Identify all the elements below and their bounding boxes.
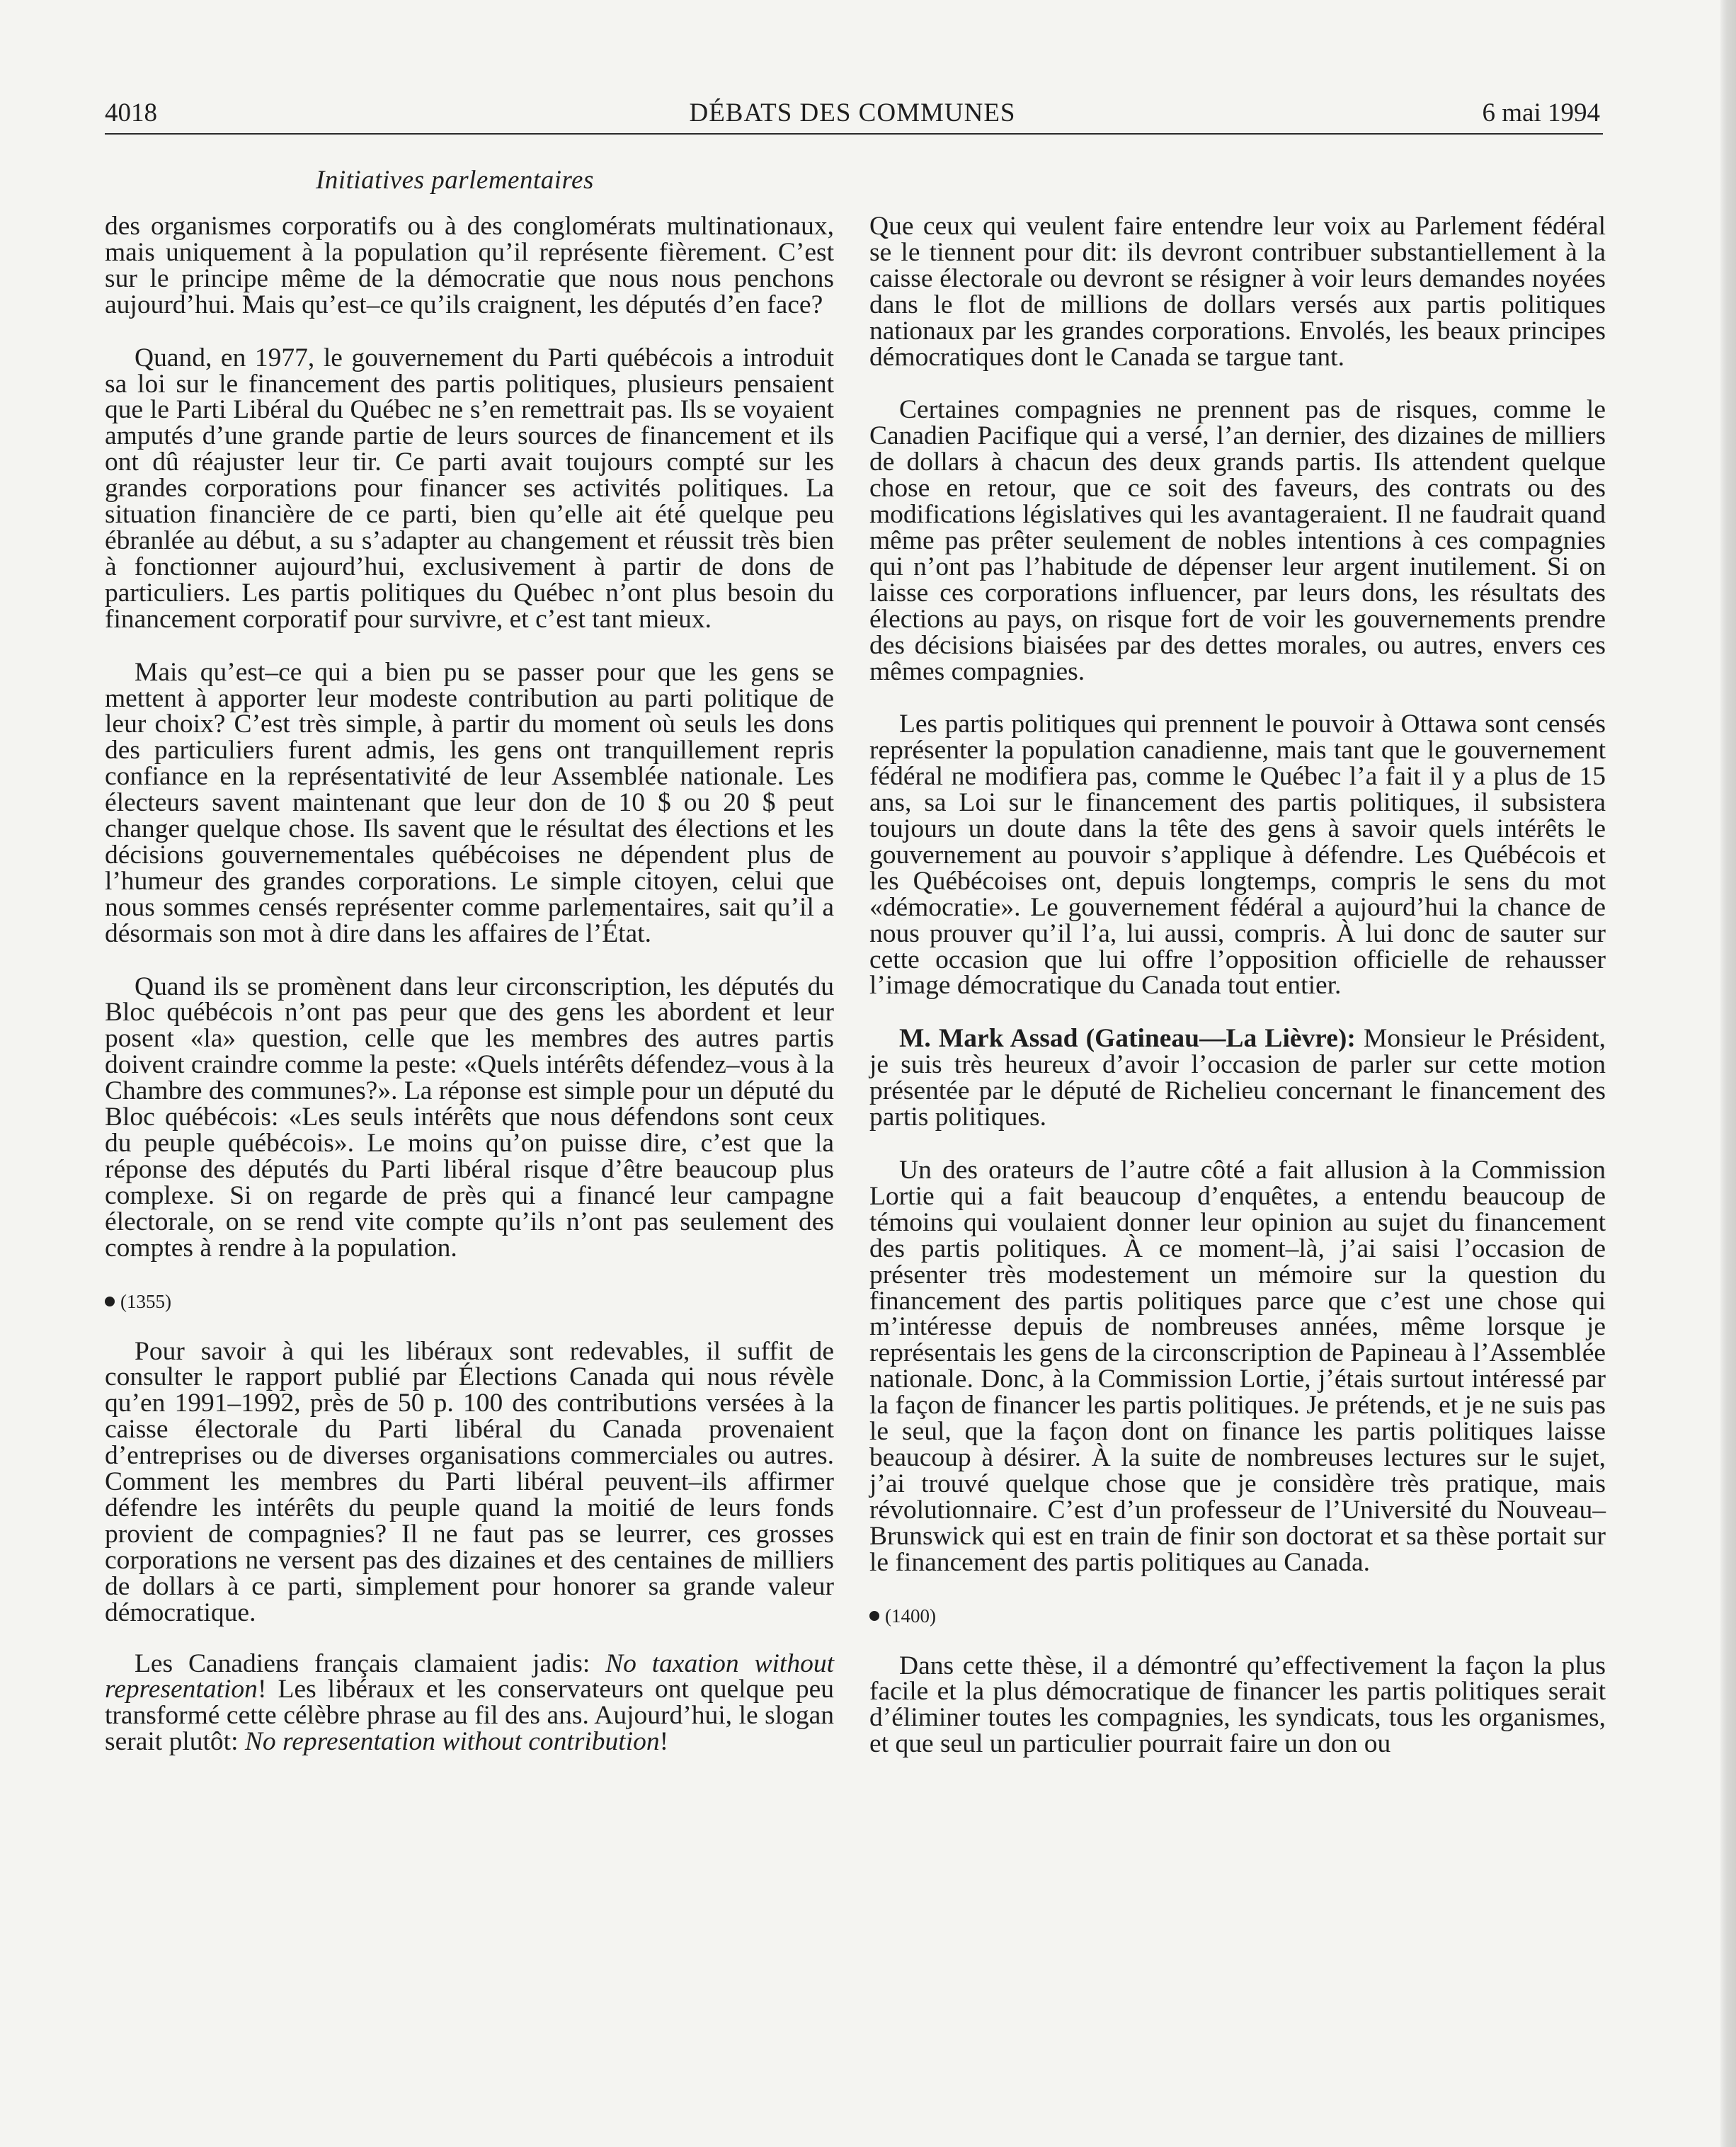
speaker-name: M. Mark Assad (Gatineau—La Lièvre):: [899, 1024, 1356, 1054]
paragraph: Pour savoir à qui les libéraux sont redevables, il suffit de consulter le rapport publié par Élections Canada qui nous révèle qu’en 1991–1992, près de 50 p. 100 des contributions versées à la caisse électorale du Parti libéral du Canada provenaient d’entreprises ou de diverses organisations commerciales ou autres. Comment les membres du Parti libéral peuvent–ils affirmer défendre les intérêts du peuple quand la moitié de leurs fonds provient de compagnies? Il ne faut pas se leurrer, ces grosses corporations ne versent pas des dizaines et des centaines de milliers de dollars à ce parti, simplement pour honorer sa grande valeur démocratique.: [105, 1336, 834, 1627]
paragraph: Quand, en 1977, le gouvernement du Parti québécois a introduit sa loi sur le financement des partis politiques, plusieurs pensaient que le Parti Libéral du Québec ne s’en remettrait pas. Ils se voyaient amputés d’une grande partie de leurs sources de financement et ils ont dû réajuster leur tir. Ce parti avait toujours compté sur les grandes corporations pour financer ses activités politiques. La situation financière de ce parti, bien qu’elle ait été quelque peu ébranlée au début, a su s’adapter au changement et réussit très bien à fonctionner aujourd’hui, exclusivement à partir de dons de particuliers. Les partis politiques du Québec n’ont plus besoin du financement corporatif pour survivre, et c’est tant mieux.: [105, 343, 834, 634]
paragraph: Que ceux qui veulent faire entendre leur voix au Parlement fédéral se le tiennent pour dit: ils devront contribuer substantiellement à la caisse électorale ou devront se résigner à voir leurs demandes noyées dans le flot de millions de dollars versés aux partis politiques nationaux par les grandes corporations. Envolés, les beaux principes démocratiques dont le Canada se targue tant.: [869, 212, 1606, 372]
timestamp-marker: [869, 1603, 1606, 1629]
paragraph: Dans cette thèse, il a démontré qu’effectivement la façon la plus facile et la plus démocratique de financer les partis politiques serait d’éliminer toutes les compagnies, les syndicats, tous les organismes, et que seul un particulier pourrait faire un don ou: [869, 1651, 1606, 1759]
publication-date: 6 mai 1994: [1482, 98, 1600, 127]
paragraph: des organismes corporatifs ou à des conglomérats multinationaux, mais uniquement à la population qu’il représente fièrement. C’est sur le principe même de la démocratie que nous nous penchons aujourd’hui. Mais qu’est–ce qu’ils craignent, les députés d’en face?: [105, 212, 834, 319]
scan-edge: [1720, 0, 1736, 2147]
page-number: 4018: [105, 98, 157, 127]
timestamp-text: (1400): [885, 1605, 936, 1627]
paragraph-slogan: Les Canadiens français clamaient jadis: No taxation without representation! Les libéraux et les conservateurs ont quelque peu transformé cette célèbre phrase au fil des ans. Aujourd’hui, le slogan serait plutôt: No representation without contribution!: [105, 1648, 834, 1757]
timestamp-marker: [105, 1289, 834, 1314]
timestamp-text: (1355): [120, 1290, 171, 1312]
paragraph: Un des orateurs de l’autre côté a fait allusion à la Commission Lortie qui a fait beaucoup d’enquêtes, a entendu beaucoup de témoins qui voulaient donner leur opinion au sujet du financement des partis politiques. À ce moment–là, j’ai saisi l’occasion de présenter très modestement un mémoire sur la question du financement des partis politiques parce que c’est une chose qui m’intéresse depuis de nombreuses années, même lorsque je représentais les gens de la circonscription de Papineau à l’Assemblée nationale. Donc, à la Commission Lortie, j’étais surtout intéressé par la façon de financer les partis politiques. Je prétends, et je ne suis pas le seul, que la façon dont on finance les partis politiques laisse beaucoup à désirer. À la suite de nombreuses lectures sur le sujet, j’ai trouvé quelque chose que je considère très pratique, mais révolutionnaire. C’est d’un professeur de l’Université du Nouveau–Brunswick qui est en train de finir son doctorat et sa thèse portait sur le financement des partis politiques au Canada.: [869, 1156, 1606, 1577]
publication-title: DÉBATS DES COMMUNES: [689, 98, 1016, 127]
quoted-slogan: No taxation without representation: [105, 1648, 834, 1704]
header-rule: [105, 133, 1603, 135]
paragraph: Certaines compagnies ne prennent pas de risques, comme le Canadien Pacifique qui a versé, l’an dernier, des dizaines de milliers de dollars à chacun des deux grands partis. Ils attendent quelque chose en retour, que ce soit des faveurs, des contrats ou des modifications législatives qui les avantageraient. Il ne faudrait quand même pas prêter seulement de nobles intentions à ces compagnies qui n’ont pas l’habitude de dépenser leur argent inutilement. Si on laisse ces corporations influencer, par leurs dons, les résultats des élections au pays, on risque fort de voir les gouvernements prendre des décisions biaisées par des dettes morales, ou autres, envers ces mêmes compagnies.: [869, 395, 1606, 686]
paragraph: Mais qu’est–ce qui a bien pu se passer pour que les gens se mettent à apporter leur modeste contribution au parti politique de leur choix? C’est très simple, à partir du moment où seuls les dons des particuliers furent admis, les gens ont tranquillement repris confiance en la représentativité de leur Assemblée nationale. Les électeurs savent maintenant que leur don de 10 $ ou 20 $ peut changer quelque chose. Ils savent que le résultat des élections et les décisions gouvernementales québécoises ne dépendent plus de l’humeur des grandes corporations. Le simple citoyen, celui que nous sommes censés représenter comme parlementaires, sait qu’il a désormais son mot à dire dans les affaires de l’État.: [105, 657, 834, 948]
paragraph: Les partis politiques qui prennent le pouvoir à Ottawa sont censés représenter la population canadienne, mais tant que le gouvernement fédéral ne modifiera pas, comme le Québec l’a fait il y a plus de 15 ans, sa Loi sur le financement des partis politiques, il subsistera toujours un doute dans la tête des gens à savoir quels intérêts le gouvernement au pouvoir s’applique à défendre. Les Québécois et les Québécoises ont, depuis longtemps, compris le sens du mot «démocratie». Le gouvernement fédéral a aujourd’hui la chance de nous prouver qu’il l’a, lui aussi, compris. À lui donc de sauter sur cette occasion que lui offre l’opposition officielle de rehausser l’image démocratique du Canada tout entier.: [869, 710, 1606, 1001]
bullet-icon: [105, 1297, 115, 1306]
right-column: [869, 214, 1606, 1758]
left-column: [105, 214, 834, 1755]
section-title: Initiatives parlementaires: [316, 166, 594, 195]
quoted-slogan: No representation without contribution: [244, 1727, 660, 1757]
speaker-paragraph: M. Mark Assad (Gatineau—La Lièvre): Monsieur le Président, je suis très heureux d’avoir l’occasion de parler sur cette motion présentée par le député de Richelieu concernant le financement des partis politiques.: [869, 1024, 1606, 1132]
running-head: [105, 93, 1600, 133]
bullet-icon: [869, 1611, 879, 1621]
paragraph: Quand ils se promènent dans leur circonscription, les députés du Bloc québécois n’ont pas peur que des gens les abordent et leur posent «la» question, celle que les membres des autres partis doivent craindre comme la peste: «Quels intérêts défendez–vous à la Chambre des communes?». La réponse est simple pour un député du Bloc québécois: «Les seuls intérêts que nous défendons sont ceux du peuple québécois». Le moins qu’on puisse dire, c’est que la réponse des députés du Parti libéral risque d’être beaucoup plus complexe. Si on regarde de près qui a financé leur campagne électorale, on se rend vite compte qu’ils n’ont pas seulement des comptes à rendre à la population.: [105, 972, 834, 1263]
